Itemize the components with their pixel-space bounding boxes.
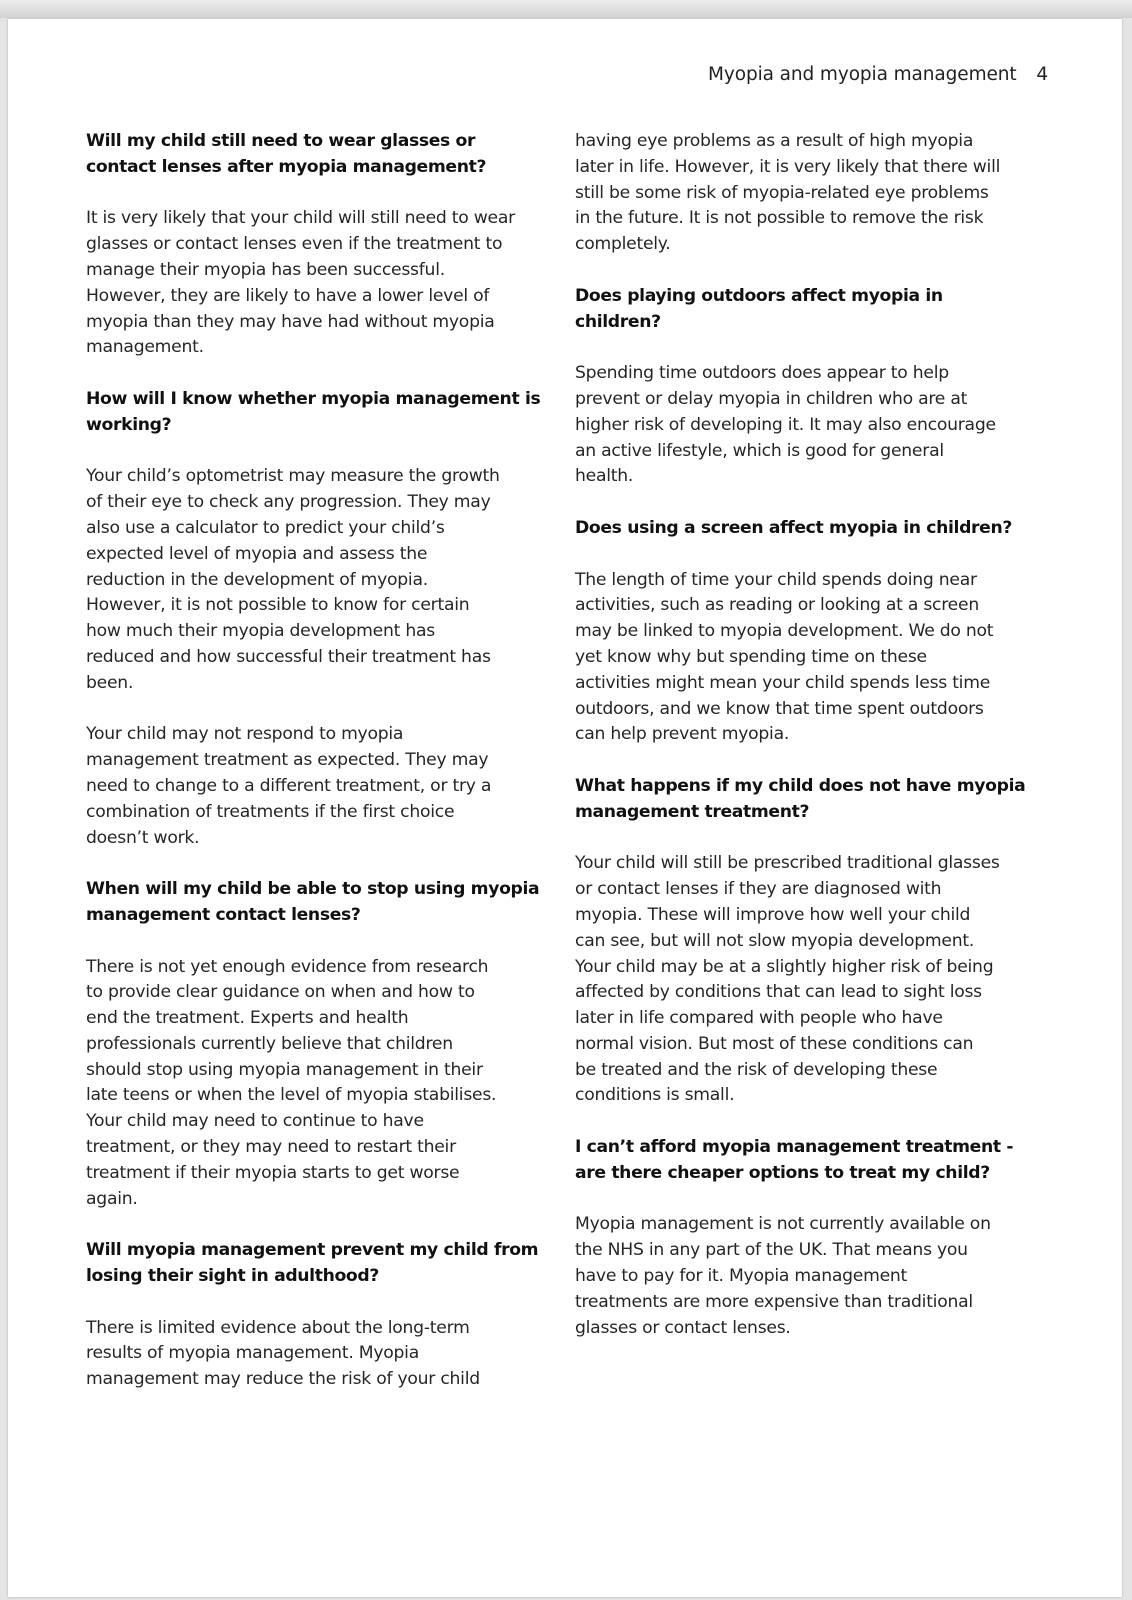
- text-line: Your child may be at a slightly higher risk of being: [575, 956, 994, 977]
- text-line: There is limited evidence about the long-term: [86, 1317, 470, 1338]
- text-line: professionals currently believe that children: [86, 1033, 453, 1054]
- text-line: glasses or contact lenses even if the treatment to: [86, 234, 503, 255]
- text-line: activities, such as reading or looking at a screen: [575, 595, 979, 616]
- text-line: combination of treatments if the first choice: [86, 801, 455, 822]
- running-header: [708, 64, 1048, 85]
- text-line: treatment, or they may need to restart their: [86, 1137, 456, 1158]
- heading-line: are there cheaper options to treat my child?: [575, 1162, 990, 1183]
- text-line: Your child may need to continue to have: [86, 1111, 424, 1132]
- text-line: the NHS in any part of the UK. That means you: [575, 1240, 968, 1261]
- text-line: or contact lenses if they are diagnosed with: [575, 879, 942, 900]
- viewer-top-bar: [0, 0, 1132, 18]
- text-line: may be linked to myopia development. We do not: [575, 621, 994, 642]
- text-line: It is very likely that your child will still need to wear: [86, 208, 515, 229]
- heading-line: management treatment?: [575, 801, 810, 822]
- text-line: end the treatment. Experts and health: [86, 1008, 409, 1029]
- heading-line: Will myopia management prevent my child from: [86, 1240, 539, 1261]
- text-line: management treatment as expected. They may: [86, 750, 489, 771]
- text-line: can help prevent myopia.: [575, 724, 790, 745]
- heading-line: children?: [575, 311, 661, 332]
- heading-line: losing their sight in adulthood?: [86, 1266, 379, 1287]
- text-line: prevent or delay myopia in children who are at: [575, 388, 968, 409]
- text-line: results of myopia management. Myopia: [86, 1343, 419, 1364]
- text-line: The length of time your child spends doing near: [575, 569, 977, 590]
- text-line: glasses or contact lenses.: [575, 1317, 791, 1338]
- text-line: yet know why but spending time on these: [575, 646, 927, 667]
- text-line: Spending time outdoors does appear to help: [575, 363, 949, 384]
- page-number: 4: [1036, 64, 1048, 85]
- heading-line: I can’t afford myopia management treatment -: [575, 1137, 1014, 1158]
- text-line: outdoors, and we know that time spent outdoors: [575, 698, 984, 719]
- text-line: how much their myopia development has: [86, 621, 435, 642]
- left-column: [86, 129, 556, 1419]
- text-line: later in life. However, it is very likely that there will: [575, 156, 1001, 177]
- text-line: myopia. These will improve how well your child: [575, 904, 971, 925]
- heading-line: working?: [86, 414, 172, 435]
- text-line: There is not yet enough evidence from research: [86, 956, 489, 977]
- right-column: [575, 129, 1045, 1367]
- text-line: treatments are more expensive than traditional: [575, 1291, 973, 1312]
- text-line: having eye problems as a result of high myopia: [575, 131, 974, 151]
- section-paragraph: [575, 1212, 1045, 1341]
- text-line: manage their myopia has been successful.: [86, 259, 445, 280]
- text-line: an active lifestyle, which is good for general: [575, 440, 944, 461]
- text-line: expected level of myopia and assess the: [86, 543, 428, 564]
- section-paragraph: [575, 361, 1045, 490]
- heading-line: management contact lenses?: [86, 904, 361, 925]
- text-line: Your child may not respond to myopia: [86, 724, 404, 745]
- text-line: affected by conditions that can lead to sight loss: [575, 982, 982, 1003]
- text-line: can see, but will not slow myopia development.: [575, 930, 975, 951]
- document-page: [8, 19, 1122, 1597]
- heading-line: How will I know whether myopia management is: [86, 388, 541, 409]
- text-line: also use a calculator to predict your child’s: [86, 517, 445, 538]
- text-line: management.: [86, 337, 204, 358]
- heading-line: Does playing outdoors affect myopia in: [575, 285, 943, 306]
- section-heading: [86, 387, 556, 439]
- text-line: activities might mean your child spends less time: [575, 672, 991, 693]
- text-line: doesn’t work.: [86, 827, 200, 848]
- text-line: Your child will still be prescribed traditional glasses: [575, 853, 1000, 874]
- running-header-title: Myopia and myopia management: [708, 64, 1017, 85]
- text-line: should stop using myopia management in their: [86, 1059, 483, 1080]
- section-heading: [86, 877, 556, 929]
- text-line: Your child’s optometrist may measure the growth: [86, 466, 500, 487]
- heading-line: When will my child be able to stop using myopia: [86, 879, 540, 900]
- text-line: reduced and how successful their treatment has: [86, 646, 491, 667]
- heading-line: What happens if my child does not have myopia: [575, 775, 1026, 796]
- section-paragraph: [86, 1316, 556, 1393]
- text-line: management may reduce the risk of your child: [86, 1369, 480, 1390]
- section-paragraph: [575, 568, 1045, 749]
- heading-line: Will my child still need to wear glasses or: [86, 131, 476, 151]
- text-line: health.: [575, 466, 634, 487]
- text-line: to provide clear guidance on when and how to: [86, 982, 475, 1003]
- text-line: in the future. It is not possible to remove the risk: [575, 208, 984, 229]
- text-line: be treated and the risk of developing these: [575, 1059, 938, 1080]
- text-line: late teens or when the level of myopia stabilises.: [86, 1085, 497, 1106]
- text-line: However, it is not possible to know for certain: [86, 595, 470, 616]
- text-line: Myopia management is not currently available on: [575, 1214, 991, 1235]
- section-heading: [86, 129, 556, 181]
- section-heading: [575, 284, 1045, 336]
- section-paragraph: [86, 464, 556, 696]
- text-line: higher risk of developing it. It may also encourage: [575, 414, 996, 435]
- text-line: been.: [86, 672, 134, 693]
- text-line: conditions is small.: [575, 1085, 735, 1106]
- text-line: still be some risk of myopia-related eye problems: [575, 182, 989, 203]
- text-line: normal vision. But most of these conditions can: [575, 1033, 974, 1054]
- text-line: of their eye to check any progression. They may: [86, 492, 491, 513]
- text-line: myopia than they may have had without myopia: [86, 311, 495, 332]
- section-paragraph: [575, 851, 1045, 1109]
- text-line: have to pay for it. Myopia management: [575, 1266, 908, 1287]
- section-paragraph: [86, 722, 556, 851]
- section-heading: [575, 516, 1045, 542]
- text-line: completely.: [575, 234, 671, 255]
- section-heading: [575, 774, 1045, 826]
- section-heading: [86, 1238, 556, 1290]
- text-line: later in life compared with people who have: [575, 1008, 943, 1029]
- text-line: again.: [86, 1188, 138, 1209]
- heading-line: Does using a screen affect myopia in children?: [575, 517, 1012, 538]
- section-heading: [575, 1135, 1045, 1187]
- text-line: treatment if their myopia starts to get worse: [86, 1162, 460, 1183]
- section-paragraph: [86, 955, 556, 1213]
- heading-line: contact lenses after myopia management?: [86, 156, 487, 177]
- text-line: reduction in the development of myopia.: [86, 569, 428, 590]
- continuation-paragraph: [575, 129, 1045, 258]
- text-line: need to change to a different treatment, or try a: [86, 775, 492, 796]
- text-line: However, they are likely to have a lower level of: [86, 285, 490, 306]
- section-paragraph: [86, 206, 556, 361]
